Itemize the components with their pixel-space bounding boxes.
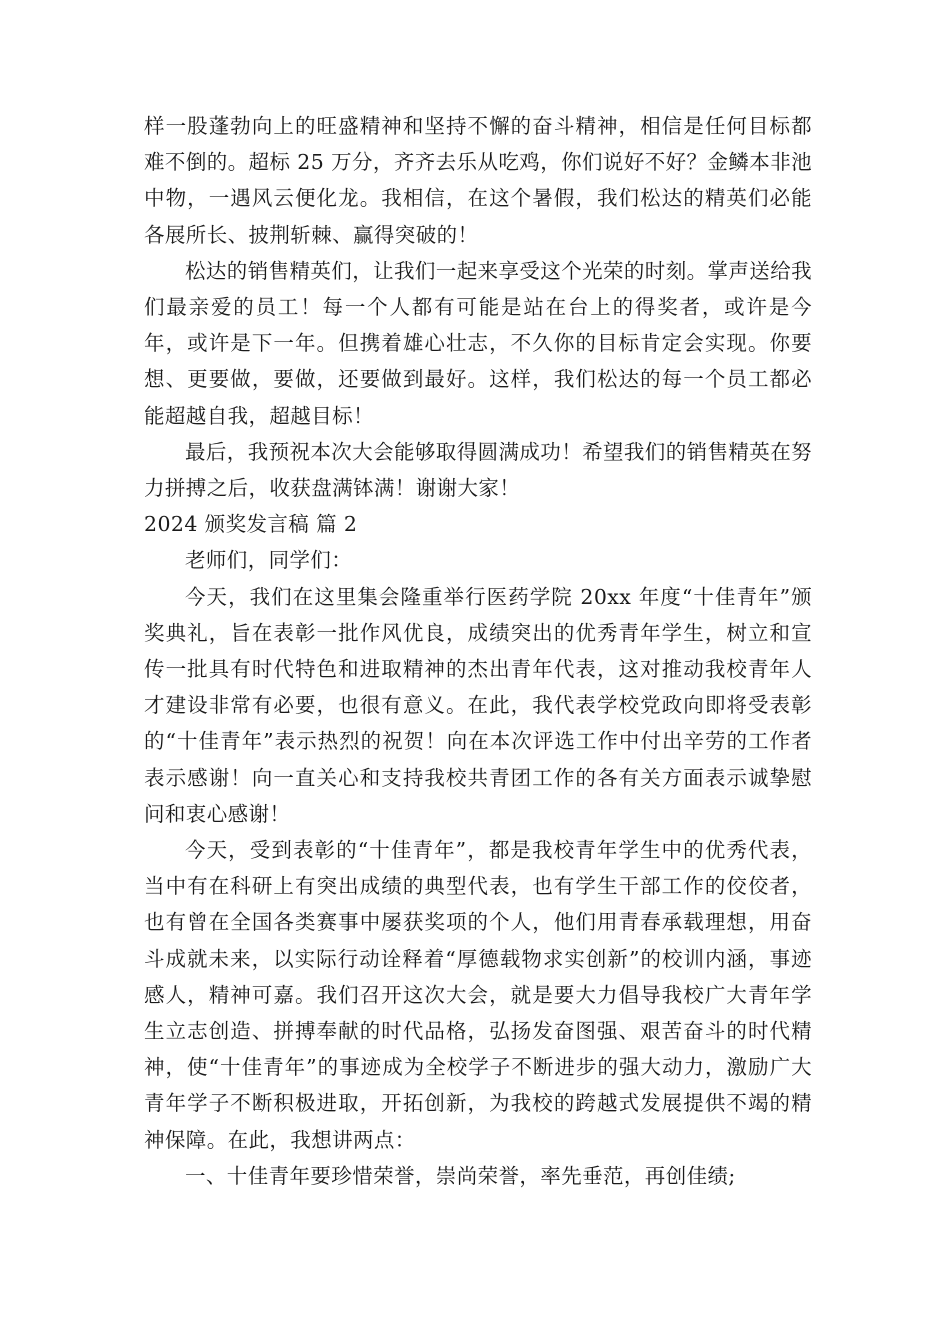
paragraph: 一、十佳青年要珍惜荣誉，崇尚荣誉，率先垂范，再创佳绩; (185, 1163, 736, 1188)
paragraph: 最后，我预祝本次大会能够取得圆满成功！希望我们的销售精英在努力拼搏之后，收获盘满钵满！谢谢大家！ (144, 439, 812, 501)
section-heading: 2024 颁奖发言稿 篇 2 (144, 512, 358, 537)
paragraph: 老师们，同学们： (185, 548, 353, 573)
paragraph: 松达的销售精英们，让我们一起来享受这个光荣的时刻。掌声送给我们最亲爱的员工！每一个人都有可能是站在台上的得奖者，或许是今年，或许是下一年。但携着雄心壮志，不久你的目标肯定会实现。你要想、更要做，要做，还要做到最好。这样，我们松达的每一个员工都必能超越自我，超越目标！ (144, 258, 812, 428)
paragraph: 今天，我们在这里集会隆重举行医药学院 20xx 年度“十佳青年”颁奖典礼，旨在表彰一批作风优良，成绩突出的优秀青年学生，树立和宣传一批具有时代特色和进取精神的杰出青年代表，这对推动我校青年人才建设非常有必要，也很有意义。在此，我代表学校党政向即将受表彰的“十佳青年”表示热烈的祝贺！向在本次评选工作中付出辛劳的工作者表示感谢！向一直关心和支持我校共青团工作的各有关方面表示诚挚慰问和衷心感谢！ (144, 584, 812, 826)
paragraph: 样一股蓬勃向上的旺盛精神和坚持不懈的奋斗精神，相信是任何目标都难不倒的。超标 25 万分，齐齐去乐从吃鸡，你们说好不好？金鳞本非池中物，一遇风云便化龙。我相信，在这个暑假，我们松达的精英们必能各展所长、披荆斩棘、赢得突破的！ (144, 114, 812, 247)
document-body (144, 108, 812, 1194)
paragraph: 今天，受到表彰的“十佳青年”，都是我校青年学生中的优秀代表，当中有在科研上有突出成绩的典型代表，也有学生干部工作的佼佼者，也有曾在全国各类赛事中屡获奖项的个人，他们用青春承载理想，用奋斗成就未来，以实际行动诠释着“厚德载物求实创新”的校训内涵，事迹感人，精神可嘉。我们召开这次大会，就是要大力倡导我校广大青年学生立志创造、拼搏奉献的时代品格，弘扬发奋图强、艰苦奋斗的时代精神，使“十佳青年”的事迹成为全校学子不断进步的强大动力，激励广大青年学子不断积极进取，开拓创新，为我校的跨越式发展提供不竭的精神保障。在此，我想讲两点： (144, 838, 812, 1152)
